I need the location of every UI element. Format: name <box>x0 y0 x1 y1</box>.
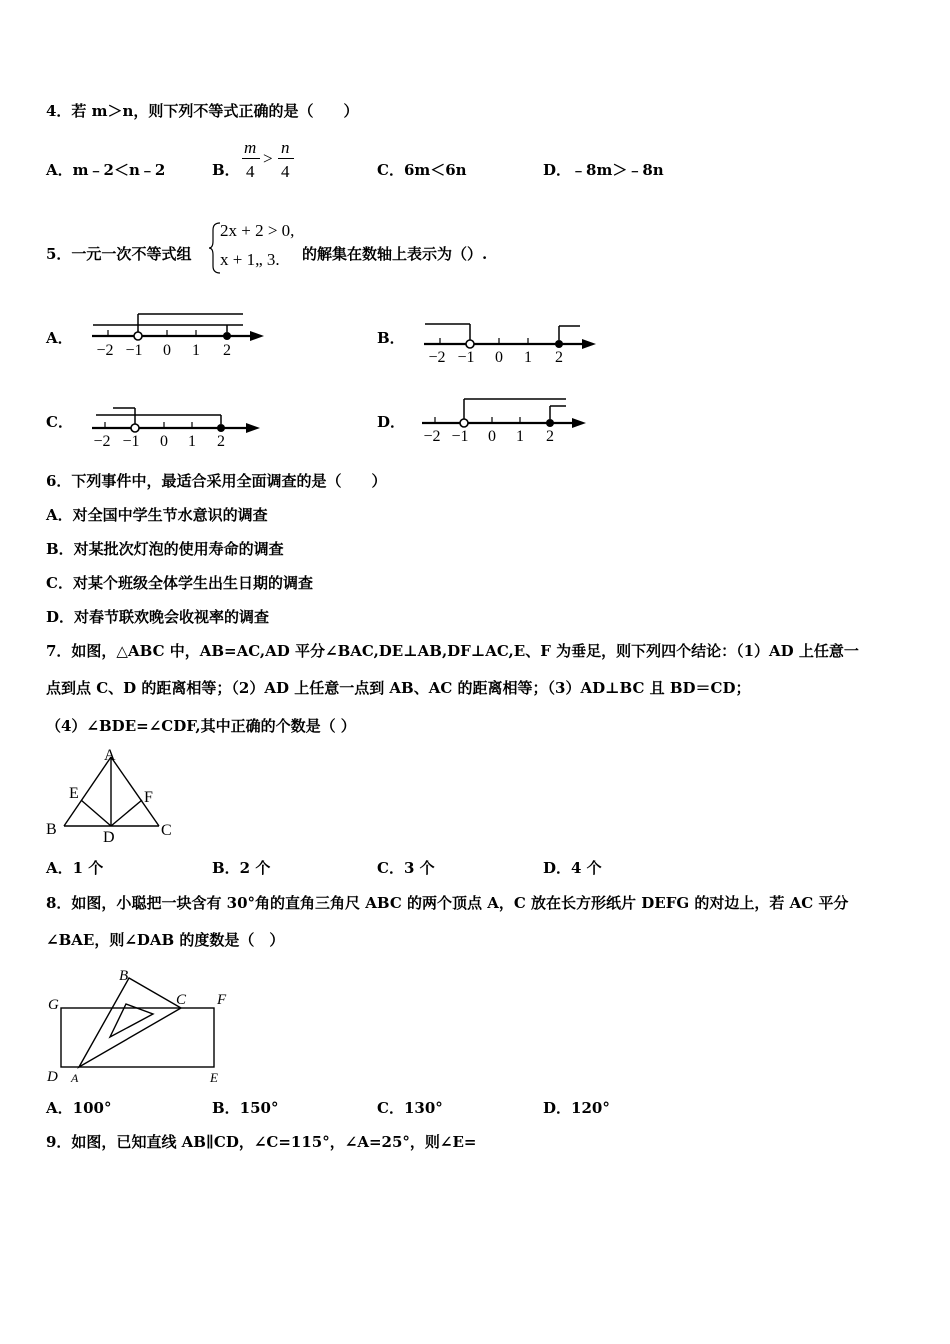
tick-label: 0 <box>163 342 171 359</box>
q5-option-d-numberline[interactable] <box>418 396 598 448</box>
q5-system-line-1: 2x + 2 > 0, <box>220 221 295 240</box>
q5-option-c-numberline[interactable] <box>88 402 268 450</box>
tick-label: 0 <box>160 433 168 450</box>
q8-rectangle-figure <box>44 962 244 1087</box>
tick-label: −2 <box>428 349 446 366</box>
q6-option-b[interactable]: B．对某批次灯泡的使用寿命的调查 <box>46 540 284 558</box>
tick-label: 1 <box>192 342 200 359</box>
q4-b-fraction-bar-2 <box>278 158 294 159</box>
q4-option-c[interactable]: C．6m＜6n <box>377 161 467 179</box>
q7-stem-line-2: 点到点 C、D 的距离相等；（2）AD 上任意一点到 AB、AC 的距离相等；（3）AD⊥BC 且 BD＝CD； <box>46 679 751 697</box>
q9-stem: 9．如图，已知直线 AB∥CD，∠C=115°，∠A=25°，则∠E= <box>46 1133 477 1151</box>
q7-stem-line-1: 7．如图，△ABC 中，AB=AC,AD 平分∠BAC,DE⊥AB,DF⊥AC,E、F 为垂足，则下列四个结论：（1）AD 上任意一 <box>46 642 859 660</box>
vertex-label-a: A <box>71 1071 79 1085</box>
vertex-label-c: C <box>161 822 172 839</box>
tick-label: 0 <box>495 349 503 366</box>
q7-option-a[interactable]: A．1 个 <box>46 859 104 877</box>
q8-option-b[interactable]: B．150° <box>212 1099 279 1117</box>
tick-label: 2 <box>223 342 231 359</box>
tick-label: −1 <box>451 428 469 445</box>
vertex-label-d: D <box>47 1069 58 1085</box>
vertex-label-b: B <box>46 821 57 838</box>
tick-label: 1 <box>188 433 196 450</box>
tick-label: 0 <box>488 428 496 445</box>
q5-option-d-label[interactable]: D． <box>377 413 406 431</box>
q4-stem: 4．若 m＞n，则下列不等式正确的是（ ） <box>46 102 359 120</box>
vertex-label-d: D <box>103 829 115 846</box>
vertex-label-f: F <box>144 789 153 806</box>
q6-option-a[interactable]: A．对全国中学生节水意识的调查 <box>46 506 268 524</box>
q7-stem-line-3: （4）∠BDE=∠CDF,其中正确的个数是（ ） <box>46 717 356 735</box>
q5-stem-after: 的解集在数轴上表示为（）. <box>302 245 488 263</box>
q5-system-line-2: x + 1„ 3. <box>220 250 280 269</box>
tick-label: −1 <box>122 433 140 450</box>
tick-label: −2 <box>96 342 114 359</box>
q5-stem-before: 5．一元一次不等式组 <box>46 245 192 263</box>
vertex-label-g: G <box>48 997 59 1013</box>
q8-option-d[interactable]: D．120° <box>543 1099 610 1117</box>
tick-label: 2 <box>217 433 225 450</box>
vertex-label-b: B <box>119 968 129 984</box>
vertex-label-f: F <box>217 992 227 1008</box>
vertex-label-e: E <box>210 1070 218 1085</box>
q6-option-c[interactable]: C．对某个班级全体学生出生日期的调查 <box>46 574 313 592</box>
vertex-label-a: A <box>104 747 116 764</box>
tick-label: −1 <box>125 342 143 359</box>
q5-option-b-label[interactable]: B． <box>377 329 405 347</box>
q4-option-d[interactable]: D．﹣8m＞﹣8n <box>543 161 664 179</box>
q4-b-operator: > <box>263 149 273 168</box>
tick-label: 2 <box>555 349 563 366</box>
vertex-label-e: E <box>69 785 79 802</box>
tick-label: −1 <box>457 349 475 366</box>
tick-label: −2 <box>93 433 111 450</box>
tick-label: 1 <box>516 428 524 445</box>
q8-stem-line-2: ∠BAE，则∠DAB 的度数是（ ） <box>46 931 285 949</box>
q6-stem: 6．下列事件中，最适合采用全面调查的是（ ） <box>46 472 387 490</box>
q4-option-b-label[interactable]: B． <box>212 161 240 179</box>
q4-b-numerator-1: m <box>244 138 257 157</box>
q5-option-b-numberline[interactable] <box>420 318 600 366</box>
q8-stem-line-1: 8．如图，小聪把一块含有 30°角的直角三角尺 ABC 的两个顶点 A，C 放在长方形纸片 DEFG 的对边上，若 AC 平分 <box>46 894 849 912</box>
q5-option-a-numberline[interactable] <box>88 310 268 360</box>
vertex-label-c: C <box>176 992 187 1008</box>
q4-option-a[interactable]: A．m﹣2＜n﹣2 <box>46 161 166 179</box>
q4-b-fraction-bar-1 <box>242 158 260 159</box>
q8-option-a[interactable]: A．100° <box>46 1099 112 1117</box>
q7-option-b[interactable]: B．2 个 <box>212 859 271 877</box>
q6-option-d[interactable]: D．对春节联欢晚会收视率的调查 <box>46 608 270 626</box>
q4-b-denominator-2: 4 <box>281 162 290 181</box>
q5-option-a-label[interactable]: A． <box>46 329 73 347</box>
q4-b-denominator-1: 4 <box>246 162 255 181</box>
q4-b-numerator-2: n <box>281 138 290 157</box>
q5-option-c-label[interactable]: C． <box>46 413 73 431</box>
q7-triangle-figure <box>44 748 184 848</box>
q8-option-c[interactable]: C．130° <box>377 1099 443 1117</box>
tick-label: −2 <box>423 428 441 445</box>
q7-option-c[interactable]: C．3 个 <box>377 859 435 877</box>
tick-label: 1 <box>524 349 532 366</box>
q7-option-d[interactable]: D．4 个 <box>543 859 602 877</box>
tick-label: 2 <box>546 428 554 445</box>
